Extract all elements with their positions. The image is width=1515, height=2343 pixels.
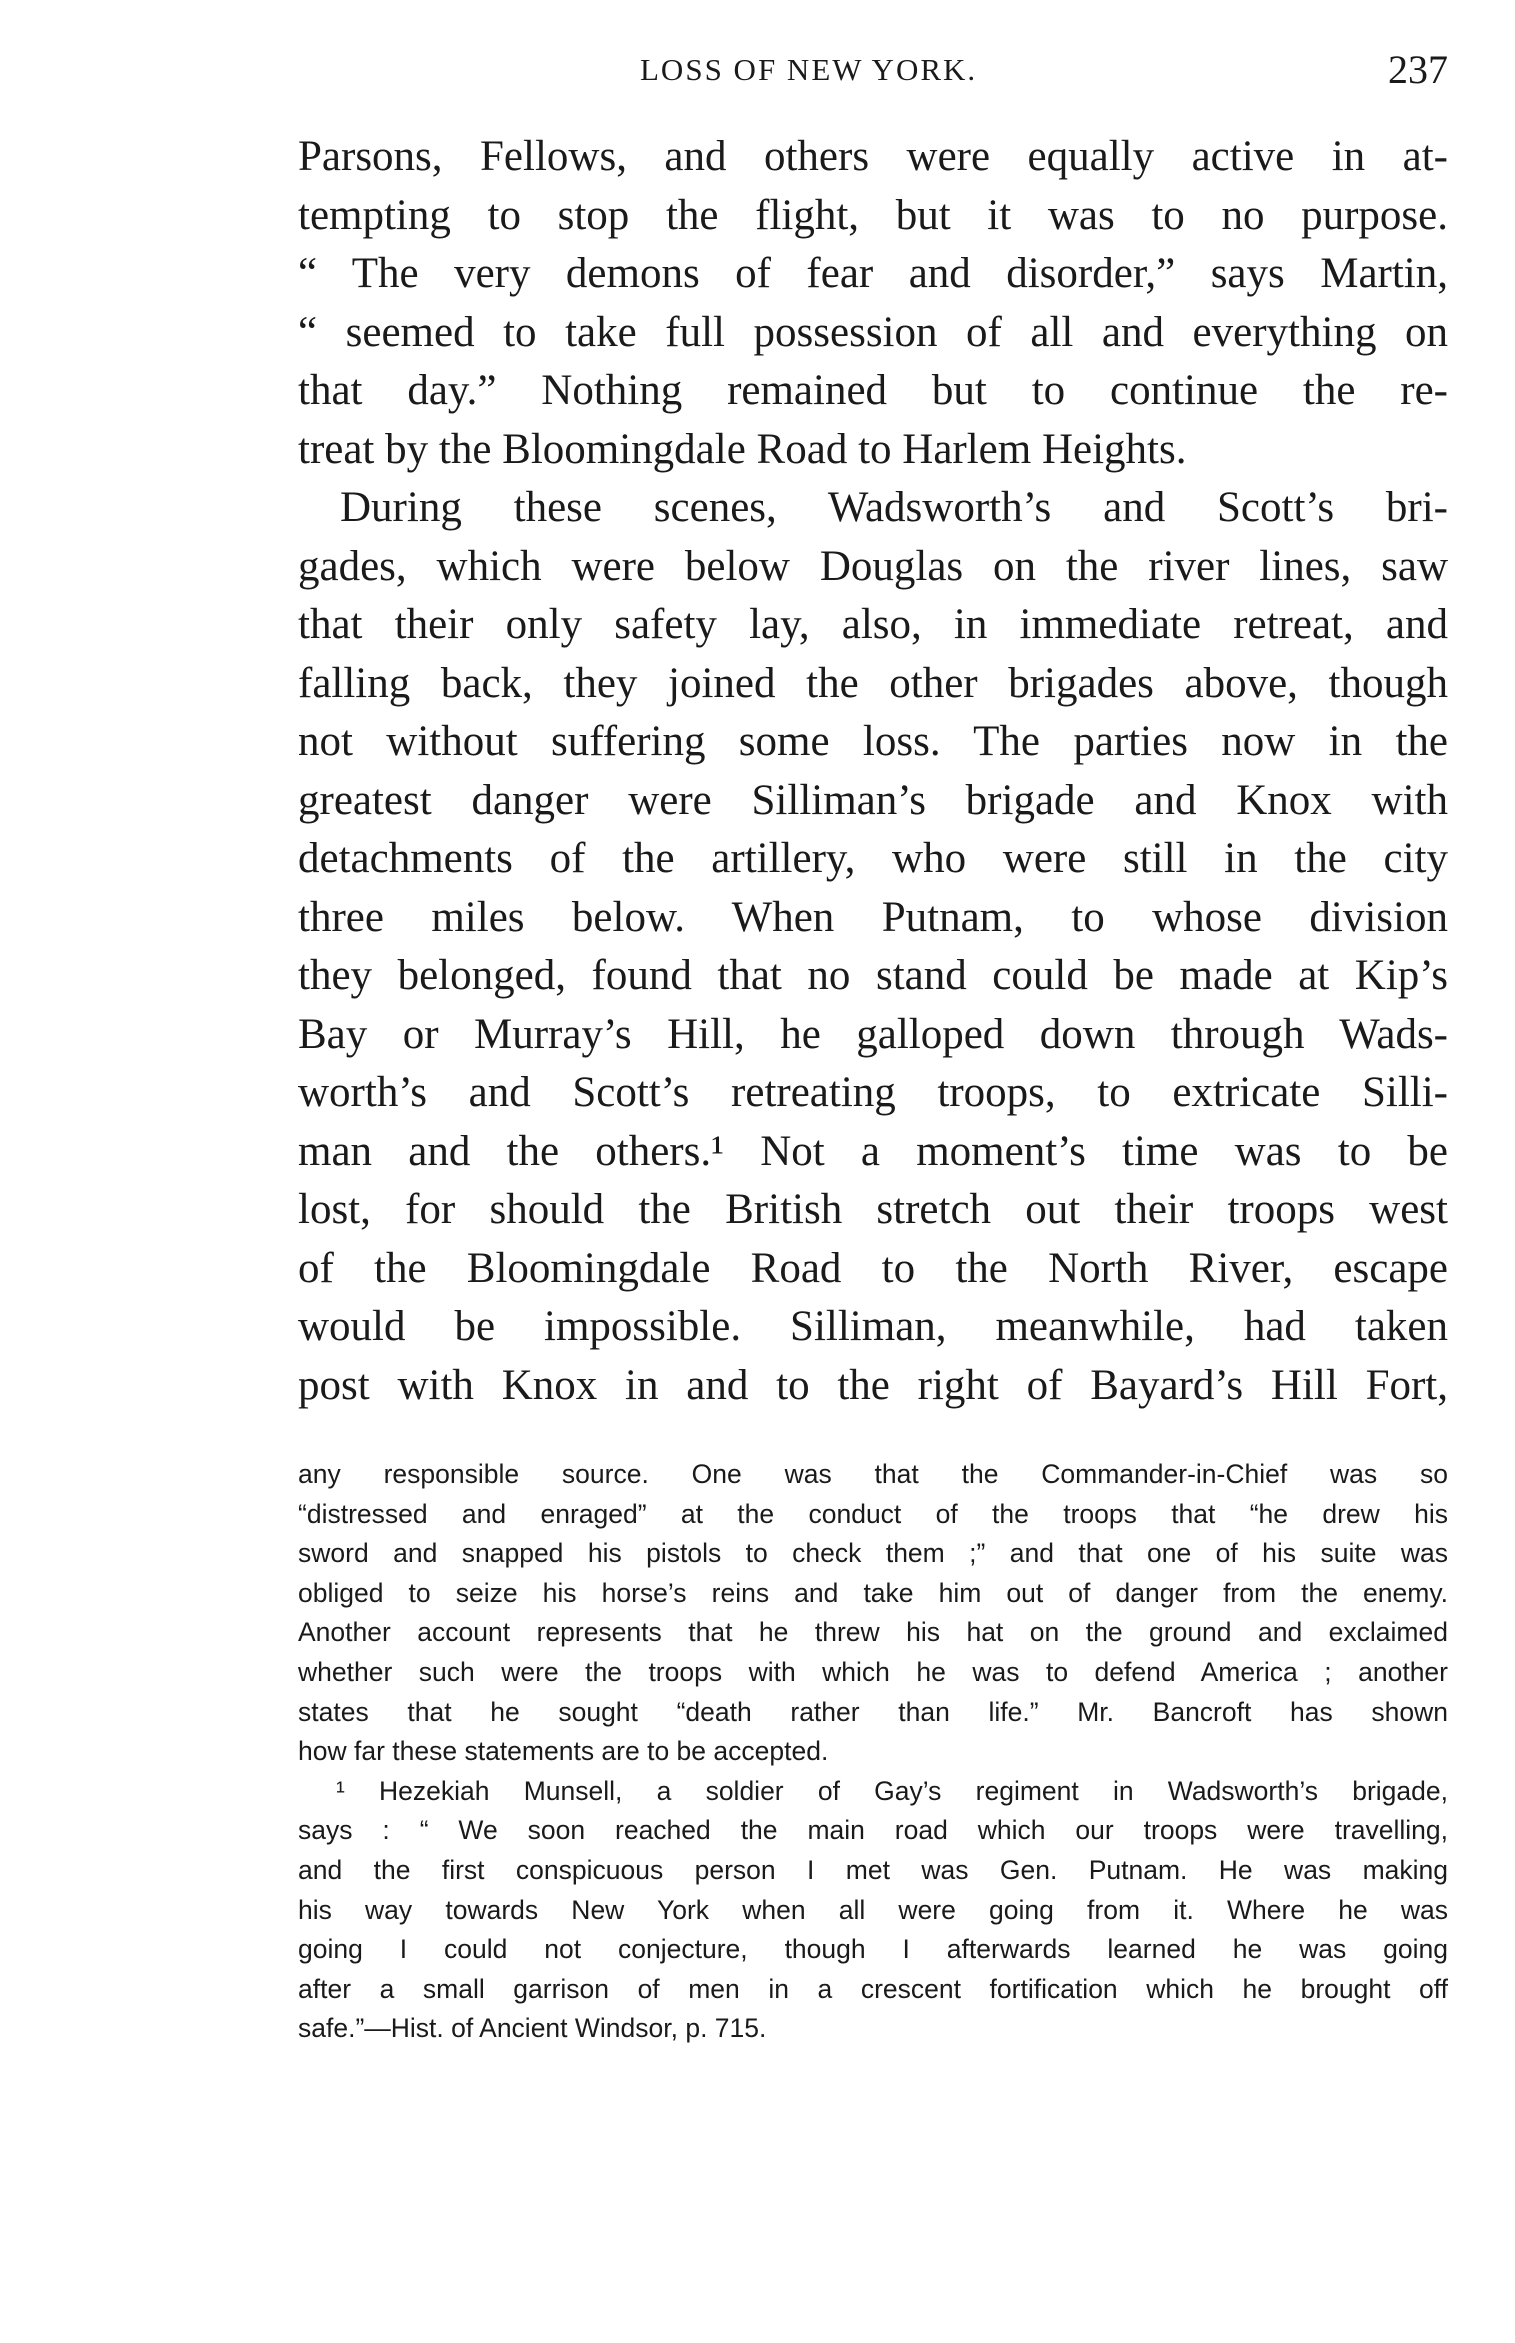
body-line: falling back, they joined the other brigades above, though <box>298 659 1448 707</box>
footnote-line: “distressed and enraged” at the conduct of the troops that “he drew his <box>298 1498 1448 1529</box>
body-line: three miles below. When Putnam, to whose division <box>298 893 1448 941</box>
body-line: treat by the Bloomingdale Road to Harlem Heights. <box>298 425 1187 473</box>
running-head <box>300 47 1448 112</box>
body-line: During these scenes, Wadsworth’s and Scott’s bri- <box>340 484 1448 531</box>
footnote-line: after a small garrison of men in a crescent fortification which he brought off <box>298 1973 1448 2004</box>
body-line: gades, which were below Douglas on the river lines, saw <box>298 542 1448 590</box>
footnote-line: obliged to seize his horse’s reins and take him out of danger from the enemy. <box>298 1577 1448 1608</box>
body-line: tempting to stop the flight, but it was to no purpose. <box>298 191 1448 239</box>
page-number: 237 <box>1388 47 1448 92</box>
footnote-line: states that he sought “death rather than life.” Mr. Bancroft has shown <box>298 1696 1448 1727</box>
footnote-line: how far these statements are to be accepted. <box>298 1736 829 1767</box>
body-line: would be impossible. Silliman, meanwhile, had taken <box>298 1303 1448 1350</box>
footnote-line: whether such were the troops with which he was to defend America ; another <box>298 1656 1448 1687</box>
body-line: greatest danger were Silliman’s brigade and Knox with <box>298 776 1448 824</box>
body-line: lost, for should the British stretch out their troops west <box>298 1186 1448 1233</box>
body-line: that day.” Nothing remained but to continue the re- <box>298 367 1448 414</box>
footnote-line: and the first conspicuous person I met was Gen. Putnam. He was making <box>298 1854 1448 1885</box>
body-line: of the Bloomingdale Road to the North River, escape <box>298 1244 1448 1292</box>
footnote-line: ¹ Hezekiah Munsell, a soldier of Gay’s regiment in Wadsworth’s brigade, <box>336 1775 1448 1806</box>
running-title: LOSS OF NEW YORK. <box>640 52 978 87</box>
body-line: post with Knox in and to the right of Bayard’s Hill Fort, <box>298 1361 1448 1409</box>
body-line: not without suffering some loss. The parties now in the <box>298 718 1448 765</box>
footnote-line: his way towards New York when all were going from it. Where he was <box>298 1894 1448 1925</box>
body-line: Parsons, Fellows, and others were equally active in at- <box>298 133 1448 180</box>
body-line: “ seemed to take full possession of all and everything on <box>298 308 1448 356</box>
body-line: “ The very demons of fear and disorder,” says Martin, <box>298 250 1448 297</box>
footnote-line: says : “ We soon reached the main road which our troops were travelling, <box>298 1815 1448 1846</box>
body-line: they belonged, found that no stand could be made at Kip’s <box>298 952 1448 999</box>
footnotes <box>298 1455 1448 2049</box>
footnote-line: going I could not conjecture, though I afterwards learned he was going <box>298 1934 1448 1965</box>
footnote-line: safe.”—Hist. of Ancient Windsor, p. 715. <box>298 2013 767 2044</box>
footnote-line: Another account represents that he threw his hat on the ground and exclaimed <box>298 1617 1448 1648</box>
body-line: that their only safety lay, also, in immediate retreat, and <box>298 601 1448 648</box>
body-line: detachments of the artillery, who were still in the city <box>298 835 1448 882</box>
footnote-line: any responsible source. One was that the Commander-in-Chief was so <box>298 1459 1448 1489</box>
body-line: worth’s and Scott’s retreating troops, to extricate Silli- <box>298 1069 1448 1116</box>
footnote-line: sword and snapped his pistols to check them ;” and that one of his suite was <box>298 1538 1448 1569</box>
body-line: Bay or Murray’s Hill, he galloped down through Wads- <box>298 1010 1448 1058</box>
body-line: man and the others.¹ Not a moment’s time was to be <box>298 1127 1448 1175</box>
body-text <box>298 128 1448 1415</box>
